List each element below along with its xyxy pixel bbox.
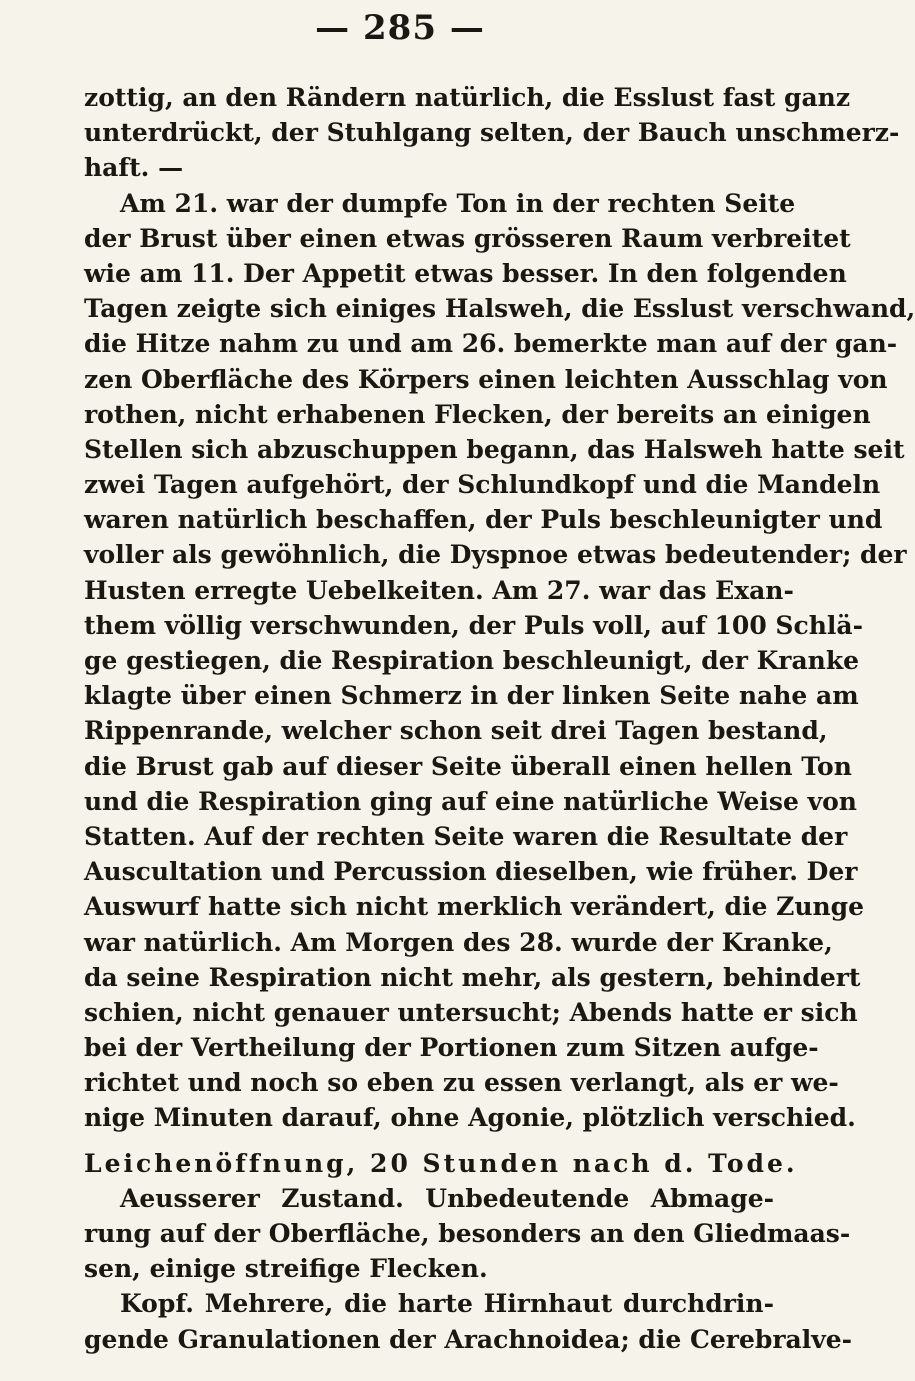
text-line: rothen, nicht erhabenen Flecken, der bereits an einigen bbox=[84, 399, 871, 429]
text-line: der Brust über einen etwas grösseren Raum verbreitet bbox=[84, 223, 851, 253]
text-line: Stellen sich abzuschuppen begann, das Halsweh hatte seit bbox=[84, 434, 905, 464]
text-line: zottig, an den Rändern natürlich, die Esslust fast ganz bbox=[84, 83, 851, 112]
body-text bbox=[84, 80, 915, 1357]
text-line: bei der Vertheilung der Portionen zum Sitzen aufge- bbox=[84, 1033, 819, 1063]
text-line: war natürlich. Am Morgen des 28. wurde der Kranke, bbox=[84, 927, 833, 957]
text-line: zen Oberfläche des Körpers einen leichten Ausschlag von bbox=[84, 364, 888, 394]
text-line: ge gestiegen, die Respiration beschleunigt, der Kranke bbox=[84, 646, 860, 675]
text-line: Auscultation und Percussion dieselben, wie früher. Der bbox=[84, 857, 858, 887]
text-line: und die Respiration ging auf eine natürliche Weise von bbox=[84, 786, 857, 816]
text-line: Rippenrande, welcher schon seit drei Tagen bestand, bbox=[84, 716, 828, 746]
text-line: Am 21. war der dumpfe Ton in der rechten Seite bbox=[120, 188, 796, 218]
text-line: haft. — bbox=[84, 153, 184, 183]
text-line: voller als gewöhnlich, die Dyspnoe etwas bedeutender; der bbox=[84, 540, 907, 570]
text-line: richtet und noch so eben zu essen verlangt, als er we- bbox=[84, 1068, 839, 1098]
text-line: schien, nicht genauer untersucht; Abends hatte er sich bbox=[84, 997, 858, 1027]
text-line: wie am 11. Der Appetit etwas besser. In den folgenden bbox=[84, 258, 847, 288]
text-line: Statten. Auf der rechten Seite waren die Resultate der bbox=[84, 821, 848, 851]
text-line: waren natürlich beschaffen, der Puls beschleunigter und bbox=[84, 505, 883, 535]
text-line: sen, einige streifige Flecken. bbox=[84, 1254, 488, 1284]
text-line: nige Minuten darauf, ohne Agonie, plötzlich verschied. bbox=[84, 1103, 856, 1133]
section-heading: Leichenöffnung, 20 Stunden nach d. Tode. bbox=[84, 1148, 798, 1178]
text-line: zwei Tagen aufgehört, der Schlundkopf und die Mandeln bbox=[84, 470, 881, 500]
text-line: Auswurf hatte sich nicht merklich verändert, die Zunge bbox=[84, 892, 865, 922]
page-number: — 285 — bbox=[315, 8, 485, 48]
text-line: Kopf. Mehrere, die harte Hirnhaut durchdrin- bbox=[120, 1289, 774, 1319]
text-line: die Hitze nahm zu und am 26. bemerkte man auf der gan- bbox=[84, 329, 898, 359]
text-line: gende Granulationen der Arachnoidea; die Cerebralve- bbox=[84, 1324, 853, 1354]
text-line: da seine Respiration nicht mehr, als gestern, behindert bbox=[84, 962, 861, 992]
text-line: die Brust gab auf dieser Seite überall einen hellen Ton bbox=[84, 751, 852, 781]
text-line: Aeusserer Zustand. Unbedeutende Abmage- bbox=[120, 1183, 774, 1213]
section-gap bbox=[84, 1136, 774, 1146]
text-line: Tagen zeigte sich einiges Halsweh, die Esslust verschwand, bbox=[84, 294, 915, 324]
text-line: them völlig verschwunden, der Puls voll, auf 100 Schlä- bbox=[84, 610, 863, 640]
text-line: Husten erregte Uebelkeiten. Am 27. war das Exan- bbox=[84, 575, 794, 605]
text-line: unterdrückt, der Stuhlgang selten, der Bauch unschmerz- bbox=[84, 118, 900, 148]
text-line: klagte über einen Schmerz in der linken Seite nahe am bbox=[84, 681, 859, 711]
text-line: rung auf der Oberfläche, besonders an den Gliedmaas- bbox=[84, 1219, 851, 1248]
